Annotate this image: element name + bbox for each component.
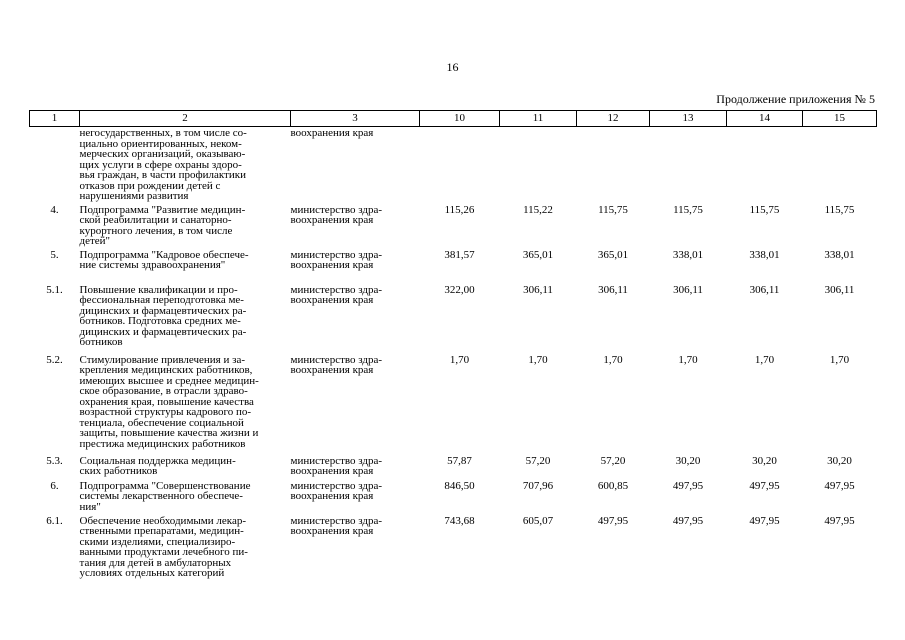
program-name-line: престижа медицинских работников bbox=[79, 437, 246, 450]
executor-cell bbox=[291, 480, 420, 515]
program-name-line: фессиональная переподготовка ме- bbox=[79, 294, 244, 306]
continuation-label: Продолжение приложения № 5 bbox=[716, 92, 875, 106]
program-name-cell bbox=[80, 249, 291, 284]
table-row bbox=[30, 204, 877, 249]
program-name-line: Стимулирование привлечения и за- bbox=[79, 353, 246, 366]
program-name-cell bbox=[80, 354, 291, 455]
program-name-line: ских работников bbox=[79, 465, 158, 477]
column-header: 15 bbox=[803, 111, 877, 127]
value-cell: 743,68 bbox=[444, 514, 475, 527]
value-cell: 1,70 bbox=[449, 353, 470, 366]
value-cell: 1,70 bbox=[603, 353, 623, 366]
program-name-line: ботников bbox=[79, 336, 123, 348]
value-cell: 497,95 bbox=[672, 514, 704, 527]
budget-table bbox=[29, 110, 877, 585]
row-number bbox=[30, 127, 80, 204]
table-row bbox=[30, 249, 877, 284]
value-cell: 365,01 bbox=[522, 248, 554, 261]
program-name-line: системы лекарственного обеспече- bbox=[79, 490, 243, 502]
program-name-line: имеющих высшее и среднее медицин- bbox=[79, 374, 259, 387]
table-row bbox=[30, 284, 877, 354]
value-cell: 115,75 bbox=[673, 203, 703, 216]
value-cell: 497,95 bbox=[824, 479, 855, 492]
program-name-line: Подпрограмма "Кадровое обеспече- bbox=[79, 248, 249, 261]
program-name-line: ской реабилитации и санаторно- bbox=[79, 214, 232, 226]
program-name-line: мерческих организаций, оказываю- bbox=[79, 148, 246, 160]
value-cell: 57,20 bbox=[525, 454, 551, 467]
program-name-line: Подпрограмма "Развитие медицин- bbox=[79, 203, 246, 216]
value-cell: 1,70 bbox=[678, 353, 698, 366]
program-name-line: дицинских и фармацевтических ра- bbox=[79, 304, 247, 317]
value-cell: 365,01 bbox=[597, 248, 629, 261]
value-cell: 30,20 bbox=[675, 454, 701, 467]
program-name-line: щих услуги в сфере охраны здоро- bbox=[79, 158, 242, 171]
value-cell: 115,75 bbox=[824, 203, 855, 216]
value-cell: 115,75 bbox=[598, 203, 628, 216]
table-row bbox=[30, 455, 877, 480]
executor-line: воохранения края bbox=[290, 364, 374, 376]
value-cell bbox=[727, 127, 803, 204]
table-row bbox=[30, 515, 877, 585]
value-cell: 707,96 bbox=[522, 479, 554, 492]
executor-cell bbox=[291, 354, 420, 455]
row-number: 5.2. bbox=[46, 353, 63, 366]
program-name-cell bbox=[80, 455, 291, 480]
value-cell bbox=[500, 127, 577, 204]
row-number: 5.3. bbox=[46, 454, 63, 467]
executor-line: министерство здра- bbox=[290, 454, 383, 467]
value-cell: 1,70 bbox=[754, 353, 775, 366]
program-name-line: ванными продуктами лечебного пи- bbox=[79, 546, 248, 558]
value-cell: 381,57 bbox=[444, 248, 475, 261]
program-name-line: детей" bbox=[79, 235, 111, 247]
program-name-line: возрастной структуры кадрового по- bbox=[79, 406, 252, 418]
program-name-line: дицинских и фармацевтических ра- bbox=[79, 325, 247, 338]
program-name-line: защиты, повышение качества жизни и bbox=[79, 427, 259, 439]
value-cell: 115,22 bbox=[523, 203, 553, 216]
executor-cell bbox=[291, 204, 420, 249]
value-cell: 306,11 bbox=[523, 283, 553, 296]
program-name-line: нарушениями развития bbox=[79, 190, 189, 202]
executor-cell bbox=[291, 127, 420, 204]
executor-line: министерство здра- bbox=[290, 203, 383, 216]
value-cell bbox=[803, 127, 877, 204]
value-cell: 497,95 bbox=[749, 514, 780, 527]
executor-line: воохранения края bbox=[290, 525, 374, 537]
executor-cell bbox=[291, 455, 420, 480]
column-header: 3 bbox=[291, 111, 420, 127]
value-cell: 115,26 bbox=[444, 203, 475, 216]
program-name-line: Социальная поддержка медицин- bbox=[79, 454, 236, 467]
executor-line: воохранения края bbox=[290, 127, 374, 139]
row-number: 6.1. bbox=[46, 514, 63, 527]
program-name-line: крепления медицинских работников, bbox=[79, 364, 253, 376]
executor-cell bbox=[291, 515, 420, 585]
value-cell: 497,95 bbox=[749, 479, 780, 492]
executor-line: воохранения края bbox=[290, 490, 374, 502]
column-header: 12 bbox=[577, 111, 650, 127]
value-cell: 600,85 bbox=[597, 479, 629, 492]
value-cell: 497,95 bbox=[824, 514, 855, 527]
value-cell: 338,01 bbox=[672, 248, 704, 261]
value-cell: 57,20 bbox=[600, 454, 626, 467]
program-name-line: отказов при рождении детей с bbox=[79, 179, 221, 192]
value-cell: 338,01 bbox=[749, 248, 780, 261]
value-cell: 1,70 bbox=[528, 353, 548, 366]
row-number: 5. bbox=[50, 248, 59, 261]
value-cell: 306,11 bbox=[749, 283, 780, 296]
program-name-line: тания для детей в амбулаторных bbox=[79, 556, 232, 569]
program-name-cell bbox=[80, 204, 291, 249]
value-cell bbox=[650, 127, 727, 204]
column-header: 13 bbox=[650, 111, 727, 127]
table-row bbox=[30, 127, 877, 204]
program-name-line: ния" bbox=[79, 500, 101, 513]
page-number: 16 bbox=[446, 60, 459, 74]
program-name-line: тенциала, обеспечение социальной bbox=[79, 416, 244, 429]
value-cell: 306,11 bbox=[824, 283, 855, 296]
column-header: 2 bbox=[80, 111, 291, 127]
program-name-cell bbox=[80, 480, 291, 515]
column-header: 11 bbox=[500, 111, 577, 127]
column-header: 14 bbox=[727, 111, 803, 127]
value-cell: 497,95 bbox=[672, 479, 704, 492]
executor-line: воохранения края bbox=[290, 294, 374, 306]
executor-line: министерство здра- bbox=[290, 479, 383, 492]
program-name-line: скими изделиями, специализиро- bbox=[79, 535, 236, 548]
executor-line: министерство здра- bbox=[290, 283, 383, 296]
value-cell: 306,11 bbox=[673, 283, 703, 296]
row-number: 4. bbox=[50, 203, 59, 216]
value-cell: 497,95 bbox=[597, 514, 629, 527]
program-name-line: охранения края, повышение качества bbox=[79, 395, 254, 408]
executor-cell bbox=[291, 249, 420, 284]
program-name-line: циально ориентированных, неком- bbox=[79, 137, 242, 150]
program-name-line: ние системы здравоохранения" bbox=[79, 259, 226, 271]
program-name-cell bbox=[80, 127, 291, 204]
executor-line: министерство здра- bbox=[290, 248, 383, 261]
executor-cell bbox=[291, 284, 420, 354]
program-name-line: Повышение квалификации и про- bbox=[79, 283, 238, 296]
program-name-line: вья граждан, в части профилактики bbox=[79, 169, 246, 181]
program-name-cell bbox=[80, 515, 291, 585]
program-name-line: Обеспечение необходимыми лекар- bbox=[79, 514, 246, 527]
executor-line: воохранения края bbox=[290, 214, 374, 226]
row-number: 5.1. bbox=[46, 283, 63, 296]
column-header: 10 bbox=[420, 111, 500, 127]
program-name-line: ственными препаратами, медицин- bbox=[79, 525, 244, 537]
row-number: 6. bbox=[50, 479, 59, 492]
value-cell: 1,70 bbox=[829, 353, 850, 366]
program-name-cell bbox=[80, 284, 291, 354]
value-cell: 115,75 bbox=[749, 203, 780, 216]
program-name-line: Подпрограмма "Совершенствование bbox=[79, 479, 251, 492]
column-header: 1 bbox=[30, 111, 80, 127]
value-cell: 57,87 bbox=[447, 454, 472, 467]
program-name-line: условиях отдельных категорий bbox=[79, 567, 225, 579]
value-cell: 30,20 bbox=[752, 454, 777, 467]
program-name-line: негосударственных, в том числе со- bbox=[79, 127, 247, 139]
program-name-line: курортного лечения, в том числе bbox=[79, 224, 233, 237]
executor-line: воохранения края bbox=[290, 259, 374, 271]
value-cell: 846,50 bbox=[444, 479, 475, 492]
value-cell: 338,01 bbox=[824, 248, 855, 261]
value-cell: 30,20 bbox=[827, 454, 852, 467]
program-name-line: ботников. Подготовка средних ме- bbox=[79, 315, 241, 327]
value-cell: 605,07 bbox=[522, 514, 554, 527]
table-row bbox=[30, 354, 877, 455]
value-cell: 306,11 bbox=[598, 283, 628, 296]
value-cell: 322,00 bbox=[444, 283, 475, 296]
value-cell bbox=[577, 127, 650, 204]
table-row bbox=[30, 480, 877, 515]
executor-line: министерство здра- bbox=[290, 514, 383, 527]
executor-line: воохранения края bbox=[290, 465, 374, 477]
value-cell bbox=[420, 127, 500, 204]
executor-line: министерство здра- bbox=[290, 353, 383, 366]
table-header-row bbox=[30, 111, 877, 127]
program-name-line: ское образование, в отрасли здраво- bbox=[79, 385, 248, 397]
